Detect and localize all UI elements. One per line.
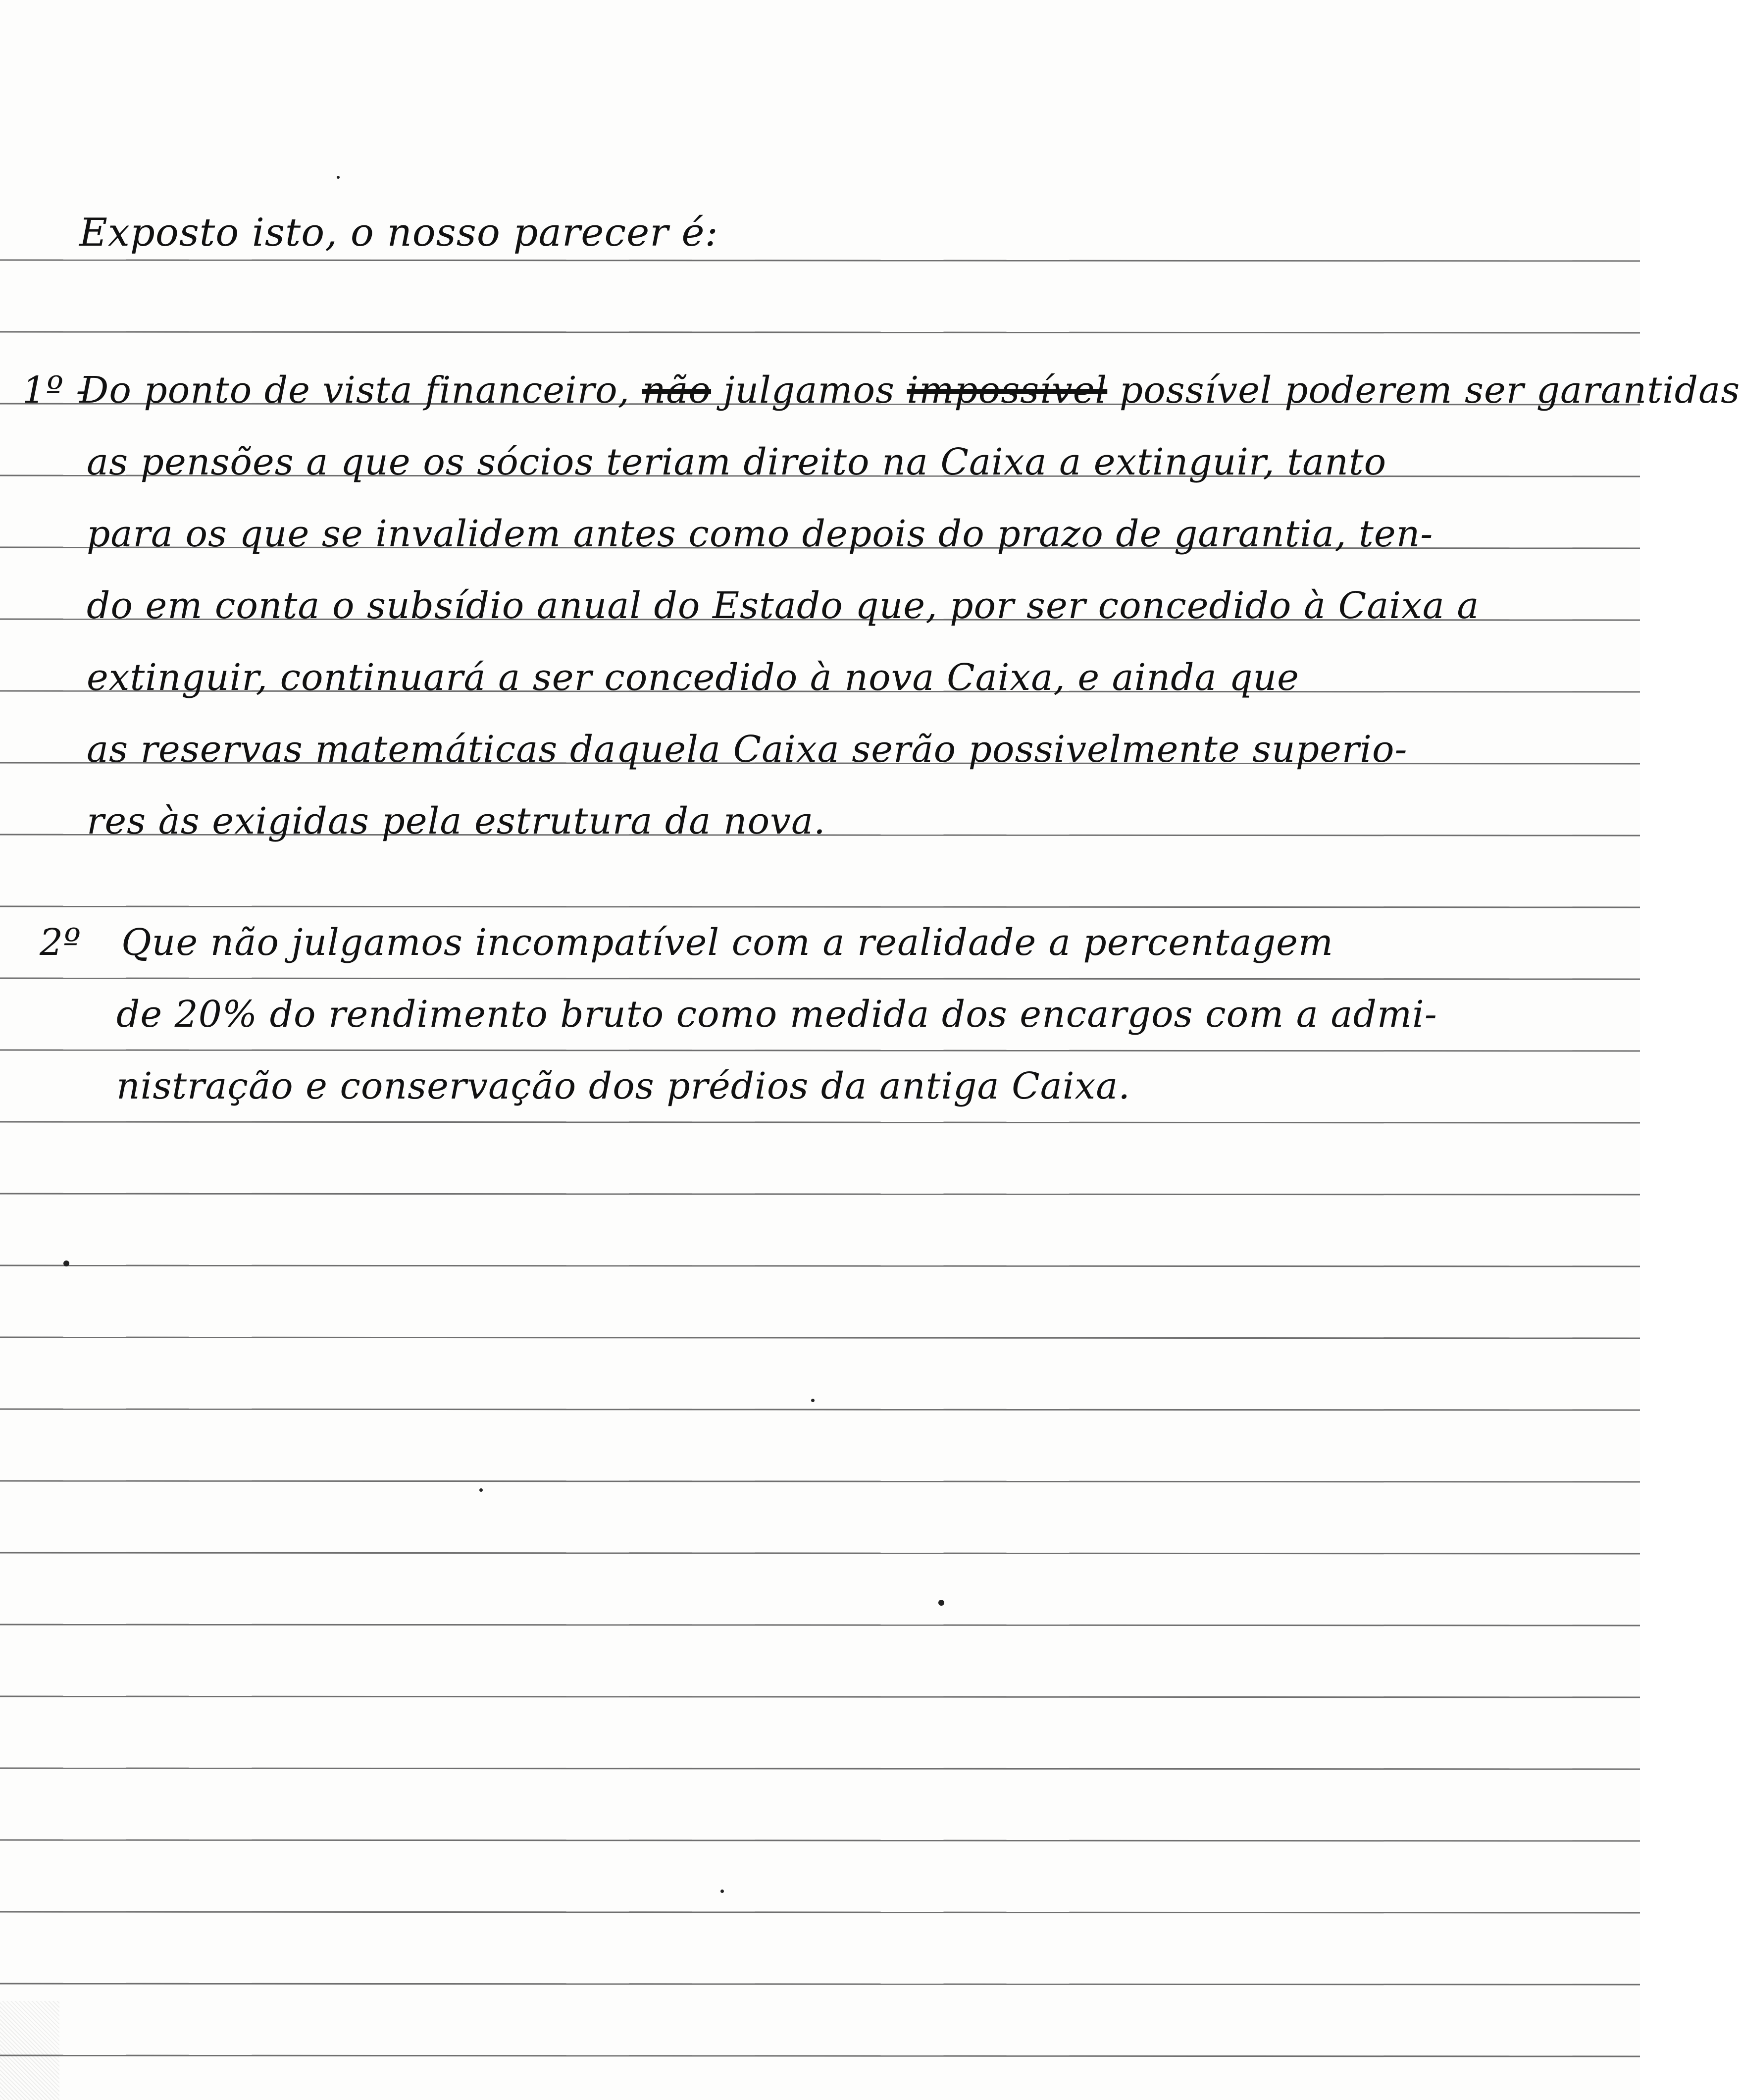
item2-label: 2º <box>40 921 81 964</box>
ruled-line <box>0 906 1640 907</box>
item1-label: 1º - <box>22 369 89 412</box>
ruled-line <box>0 1265 1640 1266</box>
ruled-line <box>0 1337 1640 1338</box>
ink-speck <box>720 1890 724 1893</box>
item1-line-6: as reservas matemáticas daquela Caixa serão possivelmente superio- <box>87 728 1408 771</box>
item1-line-4: do em conta o subsídio anual do Estado que, por ser concedido à Caixa a <box>87 584 1480 627</box>
ink-speck <box>337 176 340 179</box>
item2-line-2: de 20% do rendimento bruto como medida dos encargos com a admi- <box>116 993 1437 1036</box>
item1-line-1-c: possível poderem ser garantidas <box>1119 369 1740 412</box>
item2-line-1: Que não julgamos incompatível com a realidade a percentagem <box>121 921 1334 964</box>
ruled-line <box>0 1481 1640 1482</box>
item1-line-2: as pensões a que os sócios teriam direito na Caixa a extinguir, tanto <box>87 441 1387 483</box>
ruled-line <box>0 1840 1640 1841</box>
ruled-line <box>0 1194 1640 1195</box>
item1-line-1 <box>79 369 1740 412</box>
heading-text: Exposto isto, o nosso parecer é: <box>79 210 718 255</box>
ruled-line <box>0 1553 1640 1554</box>
ruled-line <box>0 1625 1640 1626</box>
item2-line-3: nistração e conservação dos prédios da antiga Caixa. <box>116 1065 1130 1107</box>
ink-speck <box>63 1260 69 1266</box>
scan-noise <box>0 2001 59 2100</box>
ruled-line <box>0 1696 1640 1697</box>
ruled-line <box>0 1768 1640 1769</box>
ink-speck <box>479 1488 483 1492</box>
ruled-line <box>0 2055 1640 2056</box>
struck-word-1: não <box>642 369 712 412</box>
item1-line-7: res às exigidas pela estrutura da nova. <box>87 800 826 842</box>
item1-line-1-a: Do ponto de vista financeiro, <box>79 369 630 412</box>
ink-speck <box>811 1399 815 1402</box>
ruled-line <box>0 260 1640 261</box>
ruled-line <box>0 1409 1640 1410</box>
item1-line-5: extinguir, continuará a ser concedido à nova Caixa, e ainda que <box>87 656 1299 699</box>
ruled-line <box>0 1050 1640 1051</box>
ruled-line <box>0 332 1640 333</box>
item1-line-1-b: julgamos <box>723 369 895 412</box>
struck-word-2: impossível <box>907 369 1108 412</box>
ruled-line <box>0 1984 1640 1985</box>
ink-speck <box>938 1600 944 1606</box>
ruled-line <box>0 978 1640 979</box>
item1-line-3: para os que se invalidem antes como depois do prazo de garantia, ten- <box>87 513 1433 555</box>
ruled-line <box>0 1122 1640 1123</box>
ruled-line <box>0 1912 1640 1913</box>
